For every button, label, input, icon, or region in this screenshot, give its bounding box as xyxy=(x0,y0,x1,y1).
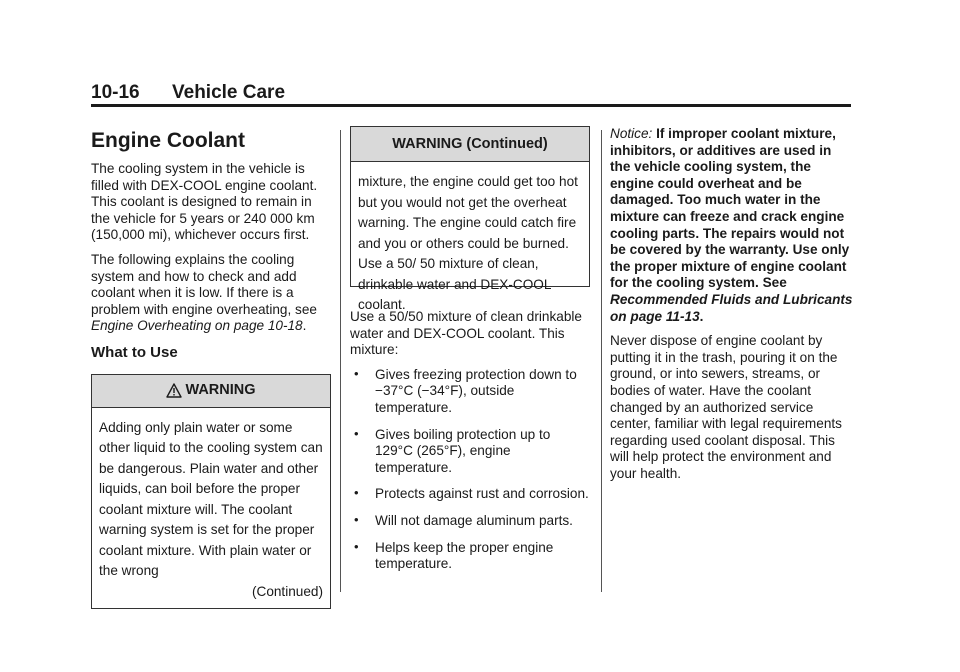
notice-text: If improper coolant mixture, inhibitors, or additives are used in the vehicle cooling system, the engine could overheat and be damaged. Too much water in the mixture can freeze and crack engine cooling parts. The repairs would not be covered by the warranty. Use only the proper mixture of engine coolant for the cooling system. See xyxy=(610,126,850,291)
column-1 xyxy=(91,126,331,609)
page-number: 10-16 xyxy=(91,82,140,103)
list-item xyxy=(350,540,590,573)
paragraph xyxy=(91,252,331,335)
continued-label: (Continued) xyxy=(251,583,323,599)
list-item xyxy=(350,367,590,417)
cross-reference: Recommended Fluids and Lubricants on page 11-13 xyxy=(610,291,853,324)
list-item xyxy=(350,427,590,477)
warning-header xyxy=(351,127,589,162)
warning-title: WARNING (Continued) xyxy=(392,135,548,152)
section-title: Vehicle Care xyxy=(172,82,286,103)
bullet-icon: • xyxy=(354,485,359,501)
warning-box xyxy=(91,374,331,610)
header-rule xyxy=(91,104,851,107)
subheading: What to Use xyxy=(91,343,178,361)
paragraph-text: The following explains the cooling system and how to check and add coolant when it is low. If there is a problem with engine overheating, see xyxy=(91,251,317,317)
warning-body xyxy=(92,408,330,609)
list-item-text: Gives freezing protection down to −37°C (−34°F), outside temperature. xyxy=(375,366,577,415)
warning-box-continued xyxy=(350,126,590,312)
page-header xyxy=(91,82,851,106)
bullet-icon: • xyxy=(354,425,359,441)
warning-body xyxy=(351,162,589,322)
bullet-icon: • xyxy=(354,538,359,554)
bullet-icon: • xyxy=(354,365,359,381)
bullet-icon: • xyxy=(354,511,359,527)
notice-paragraph xyxy=(610,126,854,325)
warning-title: WARNING xyxy=(185,382,256,399)
warning-text: Adding only plain water or some other liquid to the cooling system can be dangerous. Plain water and other liquids, can boil before the proper coolant mixture will. The coolant warning system is set for the proper coolant mixture. With plain water or the wrong xyxy=(99,419,323,579)
article-title: Engine Coolant xyxy=(91,129,245,152)
paragraph-text: . xyxy=(302,318,307,334)
bullet-list xyxy=(350,367,590,573)
warning-text: mixture, the engine could get too hot but you would not get the overheat warning. The engine could catch fire and you or others could be burned. Use a 50/ 50 mixture of clean, drinkable water and DEX-COOL coolant. xyxy=(358,174,578,312)
list-item-text: Gives boiling protection up to 129°C (265°F), engine temperature. xyxy=(375,426,551,475)
notice-label: Notice: xyxy=(610,126,653,141)
list-item xyxy=(350,513,590,530)
paragraph: The cooling system in the vehicle is filled with DEX-COOL engine coolant. This coolant is designed to remain in the vehicle for 5 years or 240 000 km (150,000 mi), whichever occurs first. xyxy=(91,161,318,243)
paragraph: Use a 50/50 mixture of clean drinkable water and DEX-COOL coolant. This mixture: xyxy=(350,309,582,358)
warning-triangle-icon xyxy=(166,383,182,398)
column-2 xyxy=(350,126,590,583)
cross-reference: Engine Overheating on page 10-18 xyxy=(91,318,303,334)
warning-header xyxy=(92,375,330,408)
column-divider xyxy=(601,130,602,592)
column-3 xyxy=(610,126,854,490)
list-item-text: Helps keep the proper engine temperature. xyxy=(375,539,554,572)
notice-text: . xyxy=(699,308,704,324)
list-item-text: Will not damage aluminum parts. xyxy=(375,512,573,528)
column-divider xyxy=(340,130,341,592)
list-item-text: Protects against rust and corrosion. xyxy=(375,486,589,502)
list-item xyxy=(350,486,590,503)
paragraph: Never dispose of engine coolant by putting it in the trash, pouring it on the ground, or into sewers, streams, or bodies of water. Have the coolant changed by an authorized service center, familiar with legal requirements regarding used coolant disposal. This will help protect the environment and your health. xyxy=(610,333,842,481)
